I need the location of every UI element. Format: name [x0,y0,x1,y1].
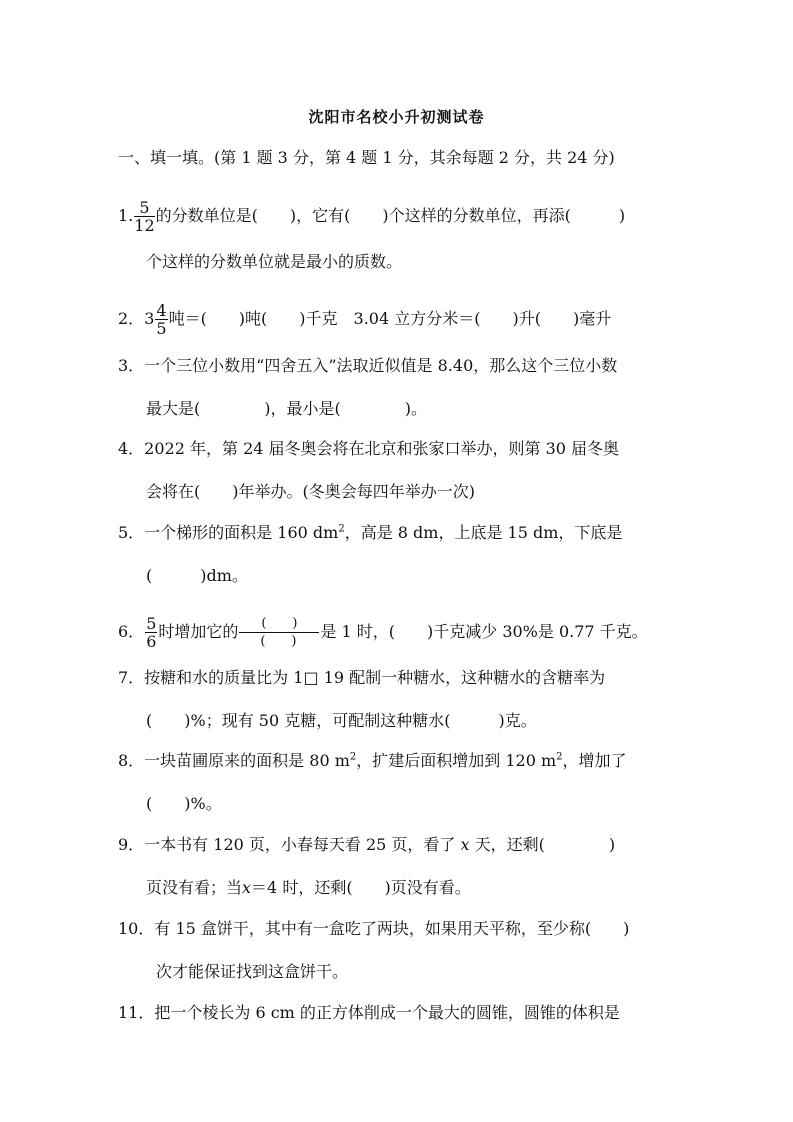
fraction-numerator: 5 [146,614,157,633]
section-heading: 一、填一填。(第 1 题 3 分，第 4 题 1 分，其余每题 2 分，共 24 分) [118,148,615,167]
fraction [134,199,154,234]
question-text: 天，还剩( ) [474,835,616,854]
question-3-line-2: 最大是( )，最小是( )。 [146,399,427,418]
question-text: 是 1 时，( )千克减少 30%是 0.77 千克。 [320,622,648,641]
question-3: 3．一个三位小数用“四舍五入”法取近似值是 8.40，那么这个三位小数 [118,356,618,375]
question-text: 时增加它的 [158,622,239,641]
question-text: 9．一本书有 120 页，小春每天看 25 页，看了 [118,835,456,854]
question-1 [118,199,625,234]
blank-denominator: ( ) [260,634,297,649]
question-2 [118,302,611,337]
fraction [145,615,157,650]
question-1-line-2: 个这样的分数单位就是最小的质数。 [146,252,403,271]
question-5-line-2: ( )dm。 [146,566,248,585]
question-text: 页没有看；当 [146,878,243,897]
question-7: 7．按糖和水的质量比为 1□ 19 配制一种糖水，这种糖水的含糖率为 [118,668,606,687]
question-10-line-2: 次才能保证找到这盒饼干。 [156,962,349,981]
question-text: ，增加了 [562,751,627,770]
question-text: ＝4 时，还剩( )页没有看。 [251,878,471,897]
blank-fraction [239,615,319,650]
question-text: 的分数单位是( )，它有( )个这样的分数单位，再添( ) [155,206,626,225]
fraction [155,302,167,337]
question-text: 吨＝( )吨( )千克 3.04 立方分米＝( )升( )毫升 [168,309,612,328]
question-6 [118,615,648,650]
page-title: 沈阳市名校小升初测试卷 [308,108,485,126]
fraction-denominator: 12 [134,216,155,235]
question-4: 4．2022 年，第 24 届冬奥会将在北京和张家口举办，则第 30 届冬奥 [118,439,620,458]
question-4-line-2: 会将在( )年举办。(冬奥会每四年举办一次) [146,482,475,501]
question-9-line-2 [146,877,471,899]
variable-x: x [460,835,470,854]
fraction-denominator: 5 [156,319,167,338]
superscript: 2 [338,523,345,535]
question-text: 5．一个梯形的面积是 160 dm [118,523,339,542]
fraction-numerator: 4 [156,301,167,320]
superscript: 2 [556,751,563,763]
fraction-numerator: 5 [134,199,154,217]
question-11: 11．把一个棱长为 6 cm 的正方体削成一个最大的圆锥，圆锥的体积是 [118,1003,620,1022]
question-text: 8．一块苗圃原来的面积是 80 m [118,751,350,770]
question-9 [118,834,615,856]
question-5 [118,522,622,544]
question-text: ，高是 8 dm，上底是 15 dm，下底是 [344,523,623,542]
question-7-line-2: ( )%；现有 50 克糖，可配制这种糖水( )克。 [146,711,537,730]
superscript: 2 [349,751,357,763]
question-8-line-2: ( )%。 [146,794,222,813]
question-text: ，扩建后面积增加到 120 m [356,751,557,770]
mixed-number-whole: 3 [144,309,155,328]
question-number: 1. [118,206,134,225]
question-number: 2． [118,309,145,328]
fraction-denominator: 6 [146,632,157,651]
blank-numerator: ( ) [239,615,319,633]
question-8 [118,750,627,772]
question-10: 10．有 15 盒饼干，其中有一盒吃了两块，如果用天平称，至少称( ) [118,919,630,938]
question-number: 6． [118,622,145,641]
variable-x: x [242,878,252,897]
